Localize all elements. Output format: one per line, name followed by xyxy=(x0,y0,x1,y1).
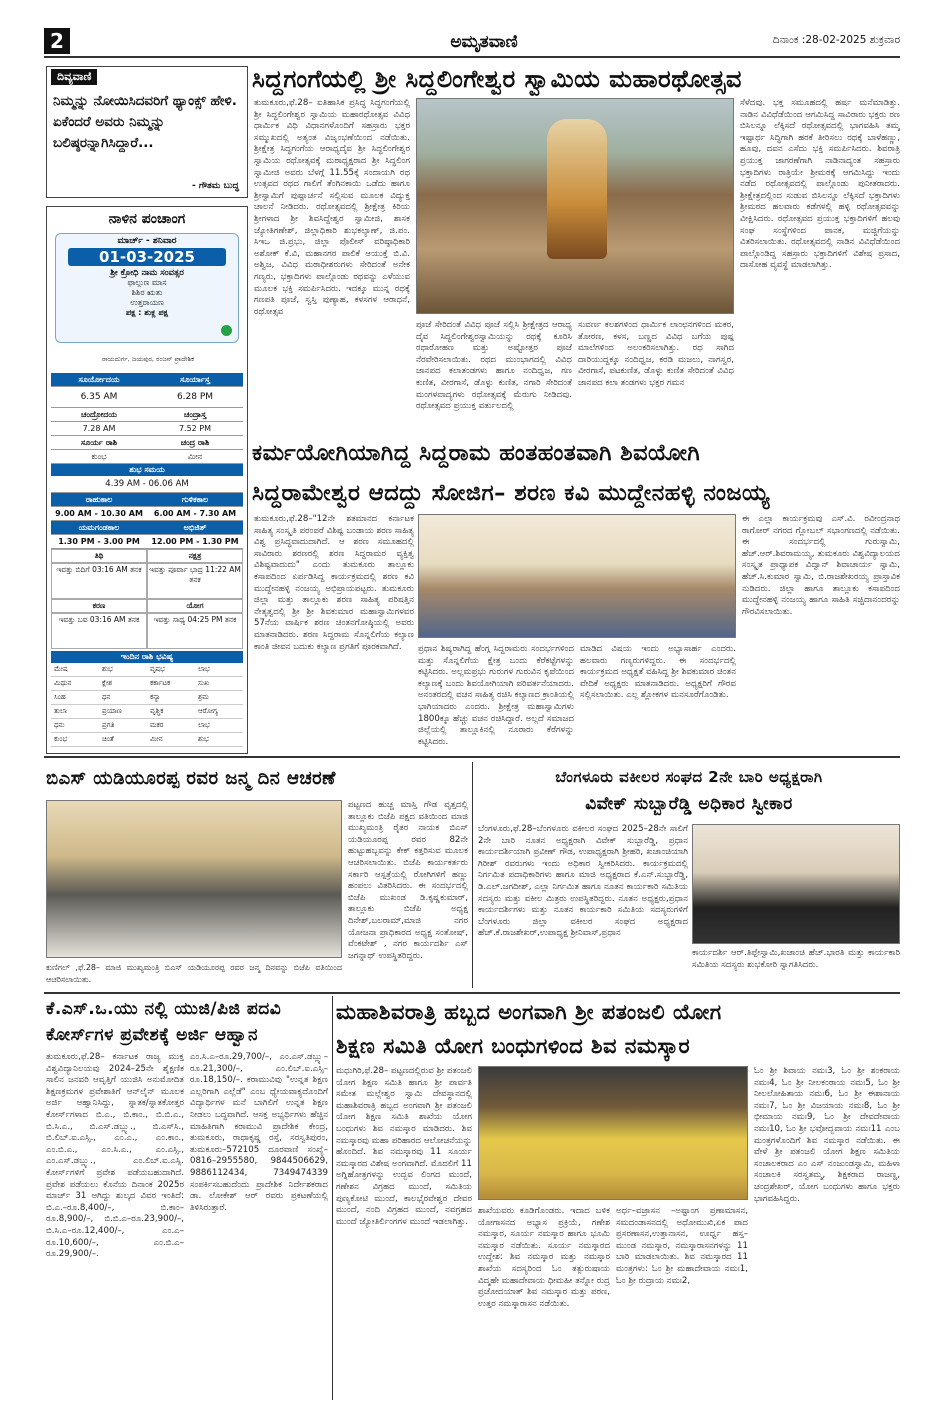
rahu-label: ರಾಹುಕಾಲ xyxy=(51,493,147,506)
article4-headline-1: ಬೆಂಗಳೂರು ವಕೀಲರ ಸಂಘದ 2ನೇ ಬಾರಿ ಅಧ್ಯಕ್ಷರಾಗಿ xyxy=(555,768,823,786)
article6-col3: ಅರ್ಧ–ವಜ್ರಾಸನ –ಅಷ್ಟಾಂಗ ಪ್ರಣಾಮಾಸನ, ಸಮದಂಡಾಸನದಲ್ಲಿ ಅಧೋಮುಖಿ,ಏಕ ಪಾದ ಪ್ರಸರಣಾಸನ,ಉತ್ತಾನಾಸನ, ಊರ್ಧ್ವ ಹಸ್ತ–ಮುಂಡ ನಮಸ್ಕಾರ, ನಮಸ್ಕಾರಾಸನಗಳನ್ನು 11 ಬಾರಿ ಮಾಡಲಾಯಿತು. ಶಿವ ನಮಸ್ಕಾರದ 11 ಮಂತ್ರಗಳು: ಓಂ ಶ್ರೀ ಮಹಾದೇವಾಯ ನಮಃ1, ಓಂ ಶ್ರೀ ರುದ್ರಾಯ ನಮಃ2, xyxy=(616,1206,748,1286)
moonrise-label: ಚಂದ್ರೋದಯ xyxy=(81,410,117,419)
moonrise-value: 7.28 AM xyxy=(82,424,116,433)
article1-col1: ತುಮಕೂರು,ಫೆ.28– ಐತಿಹಾಸಿಕ ಪ್ರಸಿದ್ಧ ಸಿದ್ಧಗಂಗೆಯಲ್ಲಿ ಶ್ರೀ ಸಿದ್ಧಲಿಂಗೇಶ್ವರ ಸ್ವಾಮಿಯ ಮಹಾರಥೋತ್ಸವ ವಿವಿಧ ಧಾರ್ಮಿಕ ವಿಧಿ ವಿಧಾನಗಳೊಂದಿಗೆ ಸಹಸ್ರಾರು ಭಕ್ತರ ಸಮ್ಮುಖದಲ್ಲಿ ಅತ್ಯಂತ ವಿಜೃಂಭಣೆಯಿಂದ ನಡೆಯಿತು. ಶ್ರೀಕ್ಷೇತ್ರ ಸಿದ್ಧಗಂಗೆಯ ಆರಾಧ್ಯದೈವ ಶ್ರೀ ಸಿದ್ಧಲಿಂಗೇಶ್ವರ ಸ್ವಾಮಿಯ ರಥೋತ್ಸವಕ್ಕೆ ಮಠಾಧ್ಯಕ್ಷರಾದ ಶ್ರೀ ಸಿದ್ಧಲಿಂಗ ಸ್ವಾಮೀಜಿ ಅವರು ಬೆಳಗ್ಗೆ 11.55ಕ್ಕೆ ಸಂದಾಯಗಿ ರಥ ಉತ್ಸವದ ರಥದ ಗಾಲಿಗೆ ತೆಂಗಿನಕಾಯಿ ಒಡೆದು ಹಾಗೂ ಶ್ರೀಸ್ವಾಮಿಗೆ ಪುಷ್ಪಾರ್ಚನೆ ಸಲ್ಲಿಸುವ ಮೂಲಕ ವಿದ್ಯುಕ್ತ ಚಾಲನೆ ನೀಡಿದರು. ರಥೋತ್ಸವದಲ್ಲಿ ಶ್ರೀಕ್ಷೇತ್ರ ಕಿರಿಯ ಶ್ರೀಗಳಾದ ಶ್ರೀ ಶಿವಸಿದ್ದೇಶ್ವರ ಸ್ವಾಮೀಜಿ, ಶಾಸಕ ಜ್ಯೋತಿಗಣೇಶ್, ಜಿಲ್ಲಾಧಿಕಾರಿ ಶುಭಕಲ್ಯಾಣ್, ಜಿ.ಪಂ. ಸಿಇಒ ಜಿ.ಪ್ರಭು, ಜಿಲ್ಲಾ ಪೊಲೀಸ್ ವರಿಷ್ಠಾಧಿಕಾರಿ ಅಶೋಕ್ ಕೆ.ವಿ, ಮಹಾನಗರ ಪಾಲಿಕೆ ಆಯುಕ್ತೆ ಬಿ.ವಿ. ಅಶ್ವಿಜ, ವಿವಿಧ ಮಠಾಧೀಶರುಗಳು ಸೇರಿದಂತೆ ಅನೇಕ ಗಣ್ಯರು, ಭಕ್ತಾದಿಗಳು ಪಾಲ್ಗೊಂಡು ರಥವನ್ನು ಎಳೆಯುವ ಮೂಲಕ ಭಕ್ತಿ ಸಮರ್ಪಿಸಿದರು. ಇದಕ್ಕೂ ಮುನ್ನ ರಥಕ್ಕೆ ಗಣಪತಿ ಪೂಜೆ, ಸ್ವಸ್ತಿ ಪುಣ್ಯಾಹ, ಕಳಸಗಳ ಆರಾಧನೆ, ರಥೋತ್ಸವ xyxy=(254,98,410,317)
article5-col1: ತುಮಕೂರು,ಫೆ.28– ಕರ್ನಾಟಕ ರಾಜ್ಯ ಮುಕ್ತ ವಿಶ್ವವಿದ್ಯಾನಿಲಯವು 2024–25ನೇ ಶೈಕ್ಷಣಿಕ ಸಾಲಿನ ಜನವರಿ ಆವೃತ್ತಿಗೆ ಯುಜಿಸಿ ಅನುಮೋದಿತ ಶಿಕ್ಷಣಕ್ರಮಗಳ ಪ್ರವೇಶಾತಿಗೆ ಆನ್‌ಲೈನ್ ಮೂಲಕ ಅರ್ಜಿ ಆಹ್ವಾನಿಸಿದ್ದು, ಸ್ನಾತಕ/ಸ್ನಾತಕೋತ್ತರ ಕೋರ್ಸ್‌ಗಳಾದ ಬಿ.ಎ., ಬಿ.ಕಾಂ., ಬಿ.ಬಿ.ಎ., ಬಿ.ಸಿ.ಎ., ಬಿ.ಎಸ್.ಡಬ್ಲ್ಯು., ಬಿ.ಎಸ್‌ಸಿ., ಬಿ.ಲಿಬ್.ಐ.ಎಸ್ಸಿ., ಎಂ.ಎ., ಎಂ.ಕಾಂ., ಎಂ.ಬಿ.ಎ., ಎಂ.ಸಿ.ಎ., ಎಂ.ಎಸ್ಸಿ., ಎಂ.ಎಸ್.ಡಬ್ಲ್ಯು., ಎಂ.ಲಿಬ್.ಐ.ಎಸ್ಸಿ. ಕೋರ್ಸ್‌ಗಳಿಗೆ ಪ್ರವೇಶ ಪಡೆಯಬಹುದಾಗಿದೆ. ಪ್ರವೇಶ ಪಡೆಯಲು ಕೊನೆಯ ದಿನಾಂಕ 2025ರ ಮಾರ್ಚ್ 31 ಆಗಿದ್ದು ಶುಲ್ಕದ ವಿವರ ಇಂತಿದೆ: ಬಿ.ಎ.–ರೂ.8,400/–, ಬಿ.ಕಾಂ–ರೂ.8,900/–, ಬಿ.ಬಿ.ಎ–ರೂ.23,900/–, ಬಿ.ಸಿ.ಎ–ರೂ.12,400/–, ಎಂ.ಎ–ರೂ.10,600/–, ಎಂ.ಬಿ.ಎ–ರೂ.29,900/–. xyxy=(46,1052,184,1260)
rashi-name: ಸಿಂಹ xyxy=(51,691,99,705)
article4-body: ಬೆಂಗಳೂರು,ಫೆ.28–ಬೆಂಗಳೂರು ವಕೀಲರ ಸಂಘದ 2025–28ನೇ ಸಾಲಿಗೆ 2ನೇ ಬಾರಿ ನೂತನ ಅಧ್ಯಕ್ಷರಾಗಿ ವಿವೇಕ್ ಸುಬ್ಬಾರೆಡ್ಡಿ, ಪ್ರಧಾನ ಕಾರ್ಯದರ್ಶಿಯಾಗಿ ಪ್ರವೀಣ್ ಗೌಡ, ಉಪಾಧ್ಯಕ್ಷರಾಗಿ ಶ್ರೀಹರಿ, ಖಜಾಂಚಿಯಾಗಿ ಗಿರೀಶ್ ರವರುಗಳು ಇಂದು ಅಧಿಕಾರ ಸ್ವೀಕರಿಸಿದರು. ಕಾರ್ಯಕ್ರಮದಲ್ಲಿ ನಿರ್ಗಮಿತ ಪದಾಧಿಕಾರಿಗಳು ಹಾಗೂ ಮಾಜಿ ಅಧ್ಯಕ್ಷರಾದ ಕೆ.ಎನ್.ಸುಬ್ಬಾರೆಡ್ಡಿ, ಡಿ.ಎಲ್.ಜಗದೀಶ್, ಎಲ್ಲಾ ನಿರ್ಗಮಿತ ಹಾಗೂ ನೂತನ ಕಾರ್ಯಕಾರಿ ಸಮಿತಿಯ ಸದಸ್ಯರು ಮತ್ತು ವಕೀಲ ಮಿತ್ರರು ಉಪಸ್ಥಿತರಿದ್ದರು. ನೂತನ ಅಧ್ಯಕ್ಷರು,ಪ್ರಧಾನ ಕಾರ್ಯದರ್ಶಿಗಳು ಮತ್ತು ನೂತನ ಕಾರ್ಯಕಾರಿ ಸಮಿತಿಯ ಸದಸ್ಯರುಗಳಿಗೆ ಬೆಂಗಳೂರು ಜಿಲ್ಲಾ ವಕೀಲರ ಸಂಘದ ಅಧ್ಯಕ್ಷರಾದ ಹೆಚ್.ಕೆ.ರಾಜಶೇಖರ್,ಉಪಾಧ್ಯಕ್ಷ ಶ್ರೀನಿವಾಸ್,ಪ್ರಧಾನ xyxy=(478,824,688,939)
header-rule xyxy=(44,56,900,58)
rashi-name: ಮೀನ xyxy=(147,733,195,747)
ritu: ಶಿಶಿರ ಋತು xyxy=(131,288,163,297)
rashi-prediction: ಶುಭ xyxy=(99,663,147,677)
yoga-value: ಇವತ್ತು ಸಾಧ್ಯ 04:25 PM ತನಕ xyxy=(147,613,243,649)
rashi-name: ಮೇಷ xyxy=(51,663,99,677)
rashi-prediction: ಲಾಭ xyxy=(195,719,243,733)
article6-headline-1: ಮಹಾಶಿವರಾತ್ರಿ ಹಬ್ಬದ ಅಂಗವಾಗಿ ಶ್ರೀ ಪತಂಜಲಿ ಯೋಗ xyxy=(336,1000,722,1024)
sunset-label: ಸೂರ್ಯಾಸ್ತ xyxy=(147,373,243,386)
rashi-prediction: ಶ್ರಮ xyxy=(195,691,243,705)
chandra-rashi-label: ಚಂದ್ರ ರಾಶಿ xyxy=(180,438,210,447)
article2-col3: ಮಾಡಿದ ವಿಷಯ ಇಂದು ಅಭ್ಯಾಸಾರ್ಹ ಎಂದರು. ಹಲವಾರು ಗಣ್ಯರುಗಳಿದ್ದರು. ಈ ಸಂದರ್ಭದಲ್ಲಿ ಕಾರ್ಯಕ್ರಮದ ಅಧ್ಯಕ್ಷತೆ ವಹಿಸಿದ್ದ ಶ್ರೀ ಶಿವಕುಮಾರ ಚಿಂತನ ವೇದಿಕೆ ಅಧ್ಯಕ್ಷರು ಮಾತನಾಡಿದರು. ಅಧ್ಯಕ್ಷರಿಗೆ ಗೌರವ ಸಲ್ಲಿಸಲಾಯಿತು. ಎಲ್ಲ ಶ್ಲೋಕಗಳ ಮನಸೂರೆಗೊಂಡಿತು. xyxy=(580,644,736,701)
section-rule-1 xyxy=(44,756,900,758)
rashi-name: ಧನು xyxy=(51,719,99,733)
rashi-name: ಕನ್ಯಾ xyxy=(147,691,195,705)
rashi-prediction: ಧನ xyxy=(99,691,147,705)
samvatsara: ಶ್ರೀ ಕ್ರೋಧಿ ನಾಮ ಸಂವತ್ಸರ xyxy=(110,268,184,278)
rashi-name: ವೃಶ್ಚಿಕ xyxy=(147,705,195,719)
article3-headline: ಬಿಎಸ್ ಯಡಿಯೂರಪ್ಪ ರವರ ಜನ್ಮ ದಿನ ಆಚರಣೆ xyxy=(46,768,336,789)
rashi-name: ವೃಷಭ xyxy=(147,663,195,677)
guli-value: 6.00 AM - 7.30 AM xyxy=(153,509,237,518)
panchanga-card xyxy=(55,233,239,343)
moonset-value: 7.52 PM xyxy=(178,424,212,433)
rashi-grid xyxy=(51,663,243,747)
place-line: ರಾಯದುರ್ಗ, ಜಯಪುರ, ರಂಜನ್ ಪ್ರಾದೇಶಿಕ xyxy=(101,355,195,363)
article4-headline-2: ವಿವೇಕ್ ಸುಬ್ಬಾರೆಡ್ಡಿ ಅಧಿಕಾರ ಸ್ವೀಕಾರ xyxy=(585,794,793,814)
guli-label: ಗುಳಿಕಕಾಲ xyxy=(147,493,243,506)
article5-col2: ಎಂ.ಸಿ.ಎ–ರೂ.29,700/–, ಎಂ.ಎಸ್.ಡಬ್ಲ್ಯು–ರೂ.21,300/–, ಎಂ.ಲಿಬ್.ಐ.ಎಸ್ಸಿ–ರೂ.18,150/–. ಕರಾಮುವಿವು "ಉನ್ನತ ಶಿಕ್ಷಣ ಎಲ್ಲರಿಗಾಗಿ ಎಲ್ಲೆಡೆ" ಎಂಬ ಧ್ಯೇಯವಾಕ್ಯದೊಂದಿಗೆ ವಿದ್ಯಾರ್ಥಿಗಳ ಮನೆ ಬಾಗಿಲಿಗೆ ಉನ್ನತ ಶಿಕ್ಷಣ ನೀಡಲು ಬದ್ಧವಾಗಿದೆ. ಆಸಕ್ತ ಅಭ್ಯರ್ಥಿಗಳು ಹೆಚ್ಚಿನ ಮಾಹಿತಿಗಾಗಿ ಕರಾಮುವಿ ಪ್ರಾದೇಶಿಕ ಕೇಂದ್ರ, ತುಮಕೂರು, ರಾಧಾಕೃಷ್ಣ ರಸ್ತೆ, ಸರಸ್ವತಿಪುರಂ, ತುಮಕೂರು–572105 ದೂರವಾಣಿ ಸಂಖ್ಯೆ– 0816–2955580, 9844506629, 9886112434, 7349474339 ಸಂಪರ್ಕಿಸಬಹುದೆಂದು ಪ್ರಾದೇಶಿಕ ನಿರ್ದೇಶಕರಾದ ಡಾ. ಲೋಕೇಶ್ ಆರ್ ರವರು ಪ್ರಕಟಣೆಯಲ್ಲಿ ತಿಳಿಸಿರುತ್ತಾರೆ. xyxy=(190,1052,328,1213)
article3-caption: ಕುಣಿಗಲ್ ,ಫೆ.28– ಮಾಜಿ ಮುಖ್ಯಮಂತ್ರಿ ಬಿಎಸ್ ಯಡಿಯೂರಪ್ಪ ರವರ ಜನ್ಮ ದಿನವನ್ನು ಬಿಜೆಪಿ ವತಿಯಿಂದ ಆಚರಿಸಲಾಯಿತು. xyxy=(46,963,342,984)
article4-caption: ಕಾರ್ಯದರ್ಶಿ ಆರ್.ತಿಪ್ಪೇಸ್ವಾಮಿ,ಖಜಾಂಚಿ ಹೆಚ್.ಭಾರತಿ ಮತ್ತು ಕಾರ್ಯಕಾರಿ ಸಮಿತಿಯ ಸದಸ್ಯರು ಶುಭಕೋರಿ ಸ್ವಾಗತಿಸಿದರು. xyxy=(692,948,900,970)
article3-body: ಪಟ್ಟಣದ ಹುಚ್ಚ ಮಾಸ್ತಿ ಗೌಡ ವೃತ್ತದಲ್ಲಿ ತಾಲ್ಲೂಕು ಬಿಜೆಪಿ ಪಕ್ಷದ ವತಿಯಿಂದ ಮಾಜಿ ಮುಖ್ಯಮಂತ್ರಿ ರೈತರ ನಾಯಕ ಬಿಎಸ್ ಯಡಿಯೂರಪ್ಪ ರವರ 82ನೇ ಹುಟ್ಟುಹಬ್ಬವನ್ನು ಕೇಕ್ ಕತ್ತರಿಸುವ ಮೂಲಕ ಆಚರಿಸಲಾಯಿತು. ಬಿಜೆಪಿ ಕಾರ್ಯಕರ್ತರು ಸರ್ಕಾರಿ ಆಸ್ಪತ್ರೆಯಲ್ಲಿ ರೋಗಿಗಳಿಗೆ ಹಣ್ಣು ಹಂಪಲು ವಿತರಿಸಿದರು. ಈ ಸಂದರ್ಭದಲ್ಲಿ ಬಿಜೆಪಿ ಮುಖಂಡ ಡಿ.ಕೃಷ್ಣಕುಮಾರ್, ತಾಲ್ಲೂಕು ಬಿಜೆಪಿ ಅಧ್ಯಕ್ಷ ದಿನೇಶ್,ಬಲರಾಮ್,ಮಾಜಿ ನಗರ ಯೋಜನಾ ಪ್ರಾಧಿಕಾರದ ಅಧ್ಯಕ್ಷ ಸಂತೋಷ್, ವೆಂಕಟೇಶ್ , ನಗರ ಕಾರ್ಯದರ್ಶಿ ಎಸ್ ಜಗನ್ನಾಥ್ ಉಪಸ್ಥಿತರಿದ್ದರು. xyxy=(348,800,468,961)
rashi-prediction: ಕ್ಲೇಶ xyxy=(99,677,147,691)
rashi-prediction: ಪ್ರಗತಿ xyxy=(99,719,147,733)
surya-rashi: ಕುಂಭ xyxy=(91,452,107,461)
article5-headline-2: ಕೋರ್ಸ್‌ಗಳ ಪ್ರವೇಶಕ್ಕೆ ಅರ್ಜಿ ಆಹ್ವಾನ xyxy=(46,1025,258,1045)
panchanga-date: 01-03-2025 xyxy=(68,248,226,266)
sunrise-value: 6.35 AM xyxy=(80,392,118,402)
photo-shiva-namaskara xyxy=(478,1066,748,1200)
rashi-prediction: ಆರೋಗ್ಯ xyxy=(195,705,243,719)
article1-col4: ಸೆಳೆದವು. ಭಕ್ತ ಸಮೂಹದಲ್ಲಿ ಹರ್ಷ ಮನೆಮಾಡಿತ್ತು. ನಾಡಿನ ವಿವಿಧೆಡೆಯಿಂದ ಆಗಮಿಸಿದ್ದ ಸಾವಿರಾರು ಭಕ್ತರು ರಣ ಬಿಸಿಲನ್ನೂ ಲೆಕ್ಕಿಸದೆ ರಥೋತ್ಸವದಲ್ಲಿ ಭಾಗವಹಿಸಿ ತಮ್ಮ ಇಷ್ಟಾರ್ಥ ಸಿದ್ಧಿಗಾಗಿ ಹರಕೆ ತೀರಿಸಲು ರಥಕ್ಕೆ ಬಾಳೆಹಣ್ಣು, ಹೂವು, ದವನ ಎಸೆದು ಭಕ್ತಿ ಸಮರ್ಪಿಸಿದರು. ಶಿವರಾತ್ರಿ ಪ್ರಯುಕ್ತ ಜಾಗರಣೆಗಾಗಿ ನಾಡಿನಾದ್ಯಂತ ಸಹಸ್ರಾರು ಭಕ್ತಾದಿಗಳು ರಾತ್ರಿಯೇ ಶ್ರೀಮಠಕ್ಕೆ ಆಗಮಿಸಿದ್ದು ಇಂದು ನಡೆದ ರಥೋತ್ಸವದಲ್ಲಿ ಪಾಲ್ಗೊಂಡು ಪುನೀತರಾದರು. ಶ್ರೀಕ್ಷೇತ್ರದಲ್ಲಿಂದ ಸುಡುವ ಬಿಸಿಲನ್ನೂ ಲೆಕ್ಕಿಸದೆ ಭಕ್ತಾದಿಗಳು ಶ್ರೀಮಠದ ಹಲವಾರು ಕಡೆಗಳಲ್ಲಿ ಹಳ್ಳಿ ರಥೋತ್ಸವವನ್ನು ವೀಕ್ಷಿಸಿದರು. ರಥೋತ್ಸವದ ಪ್ರಯುಕ್ತ ಭಕ್ತಾದಿಗಳಿಗೆ ಹಲವು ಸಂಘ ಸಂಸ್ಥೆಗಳಿಂದ ಪಾನಕ, ಮಜ್ಜಿಗೆಯನ್ನು ವಿತರಿಸಲಾಯಿತು. ರಥೋತ್ಸವದಲ್ಲಿ ನಾಡಿನ ವಿವಿಧೆಡೆಯಿಂದ ಪಾಲ್ಗೊಂಡಿದ್ದ ಸಹಸ್ರಾರು ಭಕ್ತಾದಿಗಳಿಗೆ ವಿಶೇಷ ಪ್ರಸಾದ, ದಾಸೋಹ ವ್ಯವಸ್ಥೆ ಮಾಡಲಾಗಿತ್ತು. xyxy=(740,98,900,271)
article6-headline-2: ಶಿಕ್ಷಣ ಸಮಿತಿ ಯೋಗ ಬಂಧುಗಳಿಂದ ಶಿವ ನಮಸ್ಕಾರ xyxy=(336,1034,691,1058)
yama-label: ಯಮಗಂಡಕಾಲ xyxy=(51,521,147,534)
rashi-name: ಮಕರ xyxy=(147,719,195,733)
article2-col2: ಪ್ರಧಾನ ಶಿಷ್ಯರಾಗಿದ್ದ ಹೆಂಗ್ಗ ಸಿದ್ದರಾಮರು ಸಂದರ್ಭಗಳಿಂದ ಮತ್ತು ಸೊನ್ನಲಿಗೆಯ ಕ್ಷೇತ್ರ ಬಂದು ಕೆರೆಕಟ್ಟೆಗಳನ್ನು ಕಟ್ಟಿಸಿದರು. ಅಲ್ಲಮಪ್ರಭು ಗುರುಗಳ ಗುರುವಿನ ಕೃಪೆಯಿಂದ ಕಲ್ಯಾಣಕ್ಕೆ ಬಂದು ಶಿವಯೋಗಿಯಾಗಿ ಪರಿವರ್ತನೆಯಾದರು. ಅನಂತರದಲ್ಲಿ ವಚನ ಸಾಹಿತ್ಯ ರಚಿಸಿ ಕಲ್ಯಾಣದ ಕ್ರಾಂತಿಯಲ್ಲಿ ಭಾಗಿಯಾದರು ಎಂದರು. ಶ್ರೀಕ್ಷೇತ್ರ ಮಹಾಸ್ವಾಮಿಗಳು 1800ಕ್ಕೂ ಹೆಚ್ಚು ವಚನ ರಚಿಸಿದ್ದಾರೆ. ಅಲ್ಲದೆ ಸಮಾಜದ ಜಿಲ್ಲೆಯಲ್ಲಿ ತಾಲ್ಲೂಕಿನಲ್ಲಿ ನೂರಾರು ಕೆರೆಗಳನ್ನು ಕಟ್ಟಿಸಿದರು. xyxy=(418,644,574,747)
photo-rathotsava xyxy=(416,98,734,314)
rashi-prediction: ಶುಭ xyxy=(195,733,243,747)
article6-col1: ಮಧುಗಿರಿ,ಫೆ.28– ಪಟ್ಟಣದಲ್ಲಿರುವ ಶ್ರೀ ಪತಂಜಲಿ ಯೋಗ ಶಿಕ್ಷಣ ಸಮಿತಿ ಹಾಗೂ ಶ್ರೀ ಪಾರ್ವತಿ ಸಮೇತ ಮಲ್ಲೇಶ್ವರ ಸ್ವಾಮಿ ದೇವಸ್ಥಾನದಲ್ಲಿ ಮಹಾಶಿವರಾತ್ರಿ ಹಬ್ಬದ ಅಂಗವಾಗಿ ಶ್ರೀ ಪತಂಜಲಿ ಯೋಗ ಶಿಕ್ಷಣ ಸಮಿತಿ ಶಾಖೆಯ ಯೋಗ ಬಂಧುಗಳು ಶಿವ ನಮಸ್ಕಾರ ಮಾಡಿದರು. ಶಿವ ನಮಸ್ಕಾರವು ಮಹಾ ಪರಿಹಾರದ ಆಲೋಚನೆಯನ್ನು ಹೊಂದಿದೆ. ಶಿವ ನಮಸ್ಕಾರವು 11 ಸೂರ್ಯ ನಮಸ್ಕಾರದ ವಿಶೇಷ ಅಂಗವಾಗಿದೆ. ಮೊದಲಿಗೆ 11 ಅಗ್ನಿಹೋತ್ರಗಳನ್ನು ಉದ್ಭವ ಲಿಂಗದ ಮುಂದೆ, ಗಣೇಶನ ವಿಗ್ರಹದ ಮುಂದೆ, ಸಮಿತಿಯ ಪುಣ್ಯಕೋಟಿ ಮುಂದೆ, ಕಾಲಭೈರವೇಶ್ವರ ದೇವರ ಮುಂದೆ, ನಂದಿ ವಿಗ್ರಹದ ಮುಂದೆ, ನವಗ್ರಹದ ಮುಂದೆ ಜ್ಯೋತಿರ್ಲಿಂಗಗಳ ಮುಂದೆ ಇಡಲಾಗಿತ್ತು. xyxy=(336,1066,472,1227)
abhijit-label: ಅಭಿಜಿತ್ xyxy=(147,521,243,534)
page-number: 2 xyxy=(44,28,70,54)
masthead: ಅಮೃತವಾಣಿ xyxy=(450,32,518,52)
whatsapp-icon xyxy=(221,325,232,336)
rashi-name: ಮಿಥುನ xyxy=(51,677,99,691)
rashi-prediction: ಸುಖ xyxy=(195,677,243,691)
karana-value: ಇವತ್ತು ಬವ 03:16 AM ತನಕ xyxy=(51,613,147,649)
nakshatra-value: ಇವತ್ತು ಪೂರ್ವಾ ಭಾದ್ರ 11:22 AM ತನಕ xyxy=(147,563,243,599)
photo-sharana-gathering xyxy=(418,514,736,638)
nakshatra-label: ನಕ್ಷತ್ರ xyxy=(147,549,243,563)
article1-headline: ಸಿದ್ದಗಂಗೆಯಲ್ಲಿ ಶ್ರೀ ಸಿದ್ದಲಿಂಗೇಶ್ವರ ಸ್ವಾಮಿಯ ಮಹಾರಥೋತ್ಸವ xyxy=(252,65,742,93)
article2-col1: ತುಮಕೂರು,ಫೆ.28–"12ನೇ ಶತಮಾನದ ಕರ್ನಾಟಕ ಸಾಹಿತ್ಯ ಸಂಸ್ಕೃತಿ ಪರಂಪರೆ ವಿಶಿಷ್ಟ ಬಂಡಾಯ ಶರಣ ಸಾಹಿತ್ಯ ವಿಶ್ವ ಪ್ರಸಿದ್ಧವಾದುದಾಗಿದೆ. ಆ ಶರಣ ಸಮೂಹದಲ್ಲಿ ಸಾವಿರಾರು ಶರಣರಲ್ಲಿ ಶರಣ ಸಿದ್ದರಾಮರ ವ್ಯಕ್ತಿತ್ವ ವಿಶಿಷ್ಟವಾದುದು" ಎಂದು ತುಮಕೂರು ತಾಲ್ಲೂಕು ಕಸಾಪದಿಂದ ಏರ್ಪಡಿಸಿದ್ದ ಕಾರ್ಯಕ್ರಮದಲ್ಲಿ ಶರಣ ಕವಿ ಮುದ್ದೇನಹಳ್ಳಿ ನಂಜಯ್ಯ ಅಭಿಪ್ರಾಯಪಟ್ಟರು. ತುಮಕೂರು ಜಿಲ್ಲಾ ಮತ್ತು ತಾಲ್ಲೂಕು ಶರಣ ಸಾಹಿತ್ಯ ಪರಿಷತ್ತಿನ ನೇತೃತ್ವದಲ್ಲಿ ಶ್ರೀ ಶ್ರೀ ಶಿವಕುಮಾರ ಮಹಾಸ್ವಾಮಿಗಳವರ 57ನೆಯ ವಾರ್ಷಿಕ ಶರಣ ಚಿಂತನಗೋಷ್ಠಿಯಲ್ಲಿ ಅವರು ಮಾತನಾಡಿದರು. ಶರಣ ಸಿದ್ದರಾಮ ಸೊನ್ನಲಿಗೆಯ ಕಲ್ಯಾಣ ಕಾಂತಿ ಜೀವನ ಬದುಕು ಕಲ್ಯಾಣ ಪ್ರಗತಿಗೆ ಪೂರಕವಾಗಿದೆ. xyxy=(254,514,414,652)
surya-rashi-label: ಸೂರ್ಯ ರಾಶಿ xyxy=(80,438,118,447)
sunrise-label: ಸೂರ್ಯೋದಯ xyxy=(51,373,147,386)
article1-col3: ಸುವರ್ಣ ಕಲಶಗಳಿಂದ ಧಾರ್ಮಿಕ ಲಾಂಛನಗಳಿಂದ ಮಕರ, ತೋರಣ, ಕಳಸ, ಬಣ್ಣದ ವಿವಿಧ ಬಗೆಯ ಪುಷ್ಪ ಮಾಲೆಗಳಿಂದ ಅಲಂಕರಿಸಲಾಗಿತ್ತು. ರಥ ಸಾಗಿದ ದಾರಿಯುದ್ದಕ್ಕೂ ನಂದಿಧ್ವಜ, ಕರಡಿ ಮಜಲು, ನಾಗಸ್ವರ, ವೀರಗಾಸೆ, ಪಟಕುಣಿತ, ಡೊಳ್ಳು ಕುಣಿತ ಸೇರಿದಂತೆ ವಿವಿಧ ಜಾನಪದ ಕಲಾ ತಂಡಗಳು ಭಕ್ತರ ಗಮನ xyxy=(578,320,734,388)
tithi-value: ಇವತ್ತು ಬಿದಿಗೆ 03:16 AM ತನಕ xyxy=(51,563,147,599)
rahu-value: 9.00 AM - 10.30 AM xyxy=(55,509,143,518)
article5-headline-1: ಕೆ.ಎಸ್.ಒ.ಯು ನಲ್ಲಿ ಯುಜಿ/ಪಿಜಿ ಪದವಿ xyxy=(46,999,282,1019)
rashi-name: ಕರ್ಕಾಟಕ xyxy=(147,677,195,691)
abhijit-value: 12.00 PM - 1.30 PM xyxy=(151,537,239,546)
article6-col4: ಓಂ ಶ್ರೀ ಶಿವಾಯ ನಮಃ3, ಓಂ ಶ್ರೀ ಶಂಕರಾಯ ನಮಃ4, ಓಂ ಶ್ರೀ ನೀಲಕಂಠಾಯ ನಮಃ5, ಓಂ ಶ್ರೀ ನೀಲಲೋಹಿತಾಯ ನಮಃ6, ಓಂ ಶ್ರೀ ಈಶಾನಾಯ ನಮಃ7, ಓಂ ಶ್ರೀ ವಿಜಯಾಯ ನಮಃ8, ಓಂ ಶ್ರೀ ಭೀಮಾಯ ನಮಃ9, ಓಂ ಶ್ರೀ ದೇವದೇವಾಯ ನಮಃ10, ಓಂ ಶ್ರೀ ಭವೋದ್ಭವಾಯ ನಮಃ11 ಎಂಬ ಮಂತ್ರಗಳೊಂದಿಗೆ ಶಿವ ನಮಸ್ಕಾರ ನಡೆಯಿತು. ಈ ವೇಳೆ ಶ್ರೀ ಪತಂಜಲಿ ಯೋಗ ಶಿಕ್ಷಣ ಸಮಿತಿಯ ಸಂಚಾಲಕರಾದ ಎಂ ಎಸ್ ನಂಜುಂಡಸ್ವಾಮಿ, ಮಹಿಳಾ ಸಂಚಾಲಕಿ ಸರಸ್ವತಮ್ಮ, ಶಿಕ್ಷಕರಾದ ರಾಜಣ್ಣ, ಚಂದ್ರಶೇಖರ್, ಯೋಗ ಬಂಧುಗಳು ಹಾಗೂ ಭಕ್ತರು ಭಾಗವಹಿಸಿದ್ದರು. xyxy=(754,1066,900,1204)
shubha-label: ಶುಭ ಸಮಯ xyxy=(51,464,243,476)
section-rule-2 xyxy=(44,992,900,994)
rashi-prediction: ಲಾಭ xyxy=(195,663,243,677)
chandra-rashi: ಮೀನ xyxy=(187,452,203,461)
yoga-label: ಯೋಗ xyxy=(147,599,243,613)
rashi-name: ತುಲಾ xyxy=(51,705,99,719)
rashi-prediction: ಚಿಂತೆ xyxy=(99,733,147,747)
photo-yediyurappa-birthday xyxy=(46,800,342,958)
sun-times xyxy=(51,373,243,747)
article2-col4: ಈ ಎಲ್ಲಾ ಕಾರ್ಯಕ್ರಮವು ಎಸ್.ವಿ. ರವೀಂದ್ರನಾಥ ಠಾಗೋರ್ ನಗರದ ಗ್ಲೋಬಲ್ ಸಭಾಂಗಣದಲ್ಲಿ ನಡೆಯಿತು. ಈ ಸಂದರ್ಭದಲ್ಲಿ ಗುರುಸ್ವಾಮಿ, ಹೆಚ್.ಆರ್.ಶಿವರಾಮಯ್ಯ, ತುಮಕೂರು ವಿಶ್ವವಿದ್ಯಾಲಯದ ಸಂಸ್ಕೃತ ಪ್ರಾಧ್ಯಾಪಕ ವಿದ್ವಾನ್ ಶಿವಾಚಾರ್ಯ ಸ್ವಾಮಿ, ಹೆಚ್.ಸಿ.ಕುಮಾರ ಸ್ವಾಮಿ, ಬಿ.ರಾಜಶೇಖರಯ್ಯ ಪ್ರಾಸ್ತಾವಿಕ ನುಡಿದರು. ಜಿಲ್ಲಾ ಹಾಗೂ ತಾಲ್ಲೂಕು ಕಸಾಪದಿಂದ ಮುದ್ದೇನಹಳ್ಳಿ ನಂಜಯ್ಯ ಹಾಗೂ ಸಾಹಿತಿ ಸಚ್ಚಿದಾನಂದರನ್ನು ಗೌರವಿಸಲಾಯಿತು. xyxy=(742,514,900,617)
panchanga-title: ನಾಳಿನ ಪಂಚಾಂಗ xyxy=(108,211,186,227)
quote-box xyxy=(46,66,248,198)
masa: ಫಾಲ್ಗುಣ ಮಾಸ xyxy=(127,278,167,287)
karana-label: ಕರಣ xyxy=(51,599,147,613)
vertical-rule-1 xyxy=(472,762,473,988)
vertical-rule-2 xyxy=(332,996,333,1400)
sunset-value: 6.28 PM xyxy=(176,392,214,402)
tithi-label: ತಿಥಿ xyxy=(51,549,147,563)
ayana: ಉತ್ತರಾಯಣ xyxy=(130,298,164,307)
tithi-grid xyxy=(51,549,243,649)
date-line: ದಿನಾಂಕ :28-02-2025 ಶುಕ್ರವಾರ xyxy=(772,34,900,46)
article1-col2: ಪೂಜೆ ಸೇರಿದಂತೆ ವಿವಿಧ ಪೂಜೆ ಸಲ್ಲಿಸಿ ಶ್ರೀಕ್ಷೇತ್ರದ ಆರಾಧ್ಯ ದೈವ ಸಿದ್ಧಲಿಂಗೇಶ್ವರಸ್ವಾಮಿಯನ್ನು ರಥಕ್ಕೆ ಕೂರಿಸಿ ರಥಾರೋಹಣ ಮತ್ತು ಅಷ್ಟೋತ್ತರ ಪೂಜೆ ನೆರವೇರಿಸಲಾಯಿತು. ರಥದ ಮುಂಭಾಗದಲ್ಲಿ ವಿವಿಧ ಜಾನಪದ ಕಲಾತಂಡಗಳು ಹಾಗೂ ನಂದಿಧ್ವಜ, ಗಣ ಕುಣಿತ, ವೀರಗಾಸೆ, ಡೊಳ್ಳು ಕುಣಿತ, ನಗಾರಿ ಸೇರಿದಂತೆ ಮಂಗಳವಾದ್ಯಗಳು ರಥೋತ್ಸವಕ್ಕೆ ಮೆರುಗು ನೀಡಿದವು. ರಥೋತ್ಸವದ ಪ್ರಯುಕ್ತ ವರ್ತುಲದಲ್ಲಿ xyxy=(416,320,572,412)
moonset-label: ಚಂದ್ರಾಸ್ತ xyxy=(183,410,207,419)
article6-col2: ಶಾಖೆಯವರು ಕೂಡಿಗೊಂಡರು. ಇದಾದ ಬಳಿಕ ಯೋಗಾಸನದ ಅಭ್ಯಾಸ ಪ್ರಕ್ರಿಯೆ, ಗಣೇಶ ನಮಸ್ಕಾರ, ಸೂರ್ಯ ನಮಸ್ಕಾರ ಹಾಗೂ ಭೂಮಿ ನಮಸ್ಕಾರ ನಡೆಯಿತು. ಸೂರ್ಯ ನಮಸ್ಕಾರದ ಉದ್ದೇಶ: ಶಿವ ನಮಸ್ಕಾರ ಮತ್ತು ನಮಸ್ಕಾರ ಶಾಖೆಯ ಸದಸ್ಯರಿಂದ ಓಂ ತತ್ಪುರುಷಾಯ ವಿದ್ಮಹೇ ಮಹಾದೇವಾಯ ಧೀಮಹೀ ತನ್ನೋ ರುದ್ರ ಪ್ರಚೋದಯಾತ್ ಶಿವ ನಮಸ್ಕಾರ ಮತ್ತು ಪಠಣ, ಉತ್ತರ ನಮಸ್ಕಾರಾಸನ ನಡೆಯಿತು. xyxy=(478,1206,610,1309)
article2-headline-2: ಸಿದ್ದರಾಮೇಶ್ವರ ಆದದ್ದು ಸೋಜಿಗ– ಶರಣ ಕವಿ ಮುದ್ದೇನಹಳ್ಳಿ ನಂಜಯ್ಯ xyxy=(252,480,770,506)
yama-value: 1.30 PM - 3.00 PM xyxy=(58,537,140,546)
article2-headline-1: ಕರ್ಮಯೋಗಿಯಾಗಿದ್ದ ಸಿದ್ದರಾಮ ಹಂತಹಂತವಾಗಿ ಶಿವಯೋಗಿ xyxy=(252,436,900,470)
rashi-prediction: ಪ್ರಯಾಣ xyxy=(99,705,147,719)
page-header xyxy=(44,28,900,62)
month-day: ಮಾರ್ಚ್ - ಶನಿವಾರ xyxy=(117,236,177,246)
photo-advocates-association xyxy=(692,824,900,944)
rashi-title: ಇಂದಿನ ರಾಶಿ ಭವಿಷ್ಯ xyxy=(51,651,243,663)
quote-label: ದಿವ್ಯವಾಣಿ xyxy=(51,69,97,85)
panchanga-box xyxy=(46,206,248,754)
quote-author: - ಗೌತಮ ಬುದ್ಧ xyxy=(191,181,239,191)
paksha: ಪಕ್ಷ : ಶುಕ್ಲ ಪಕ್ಷ xyxy=(126,308,168,317)
shubha-value: 4.39 AM - 06.06 AM xyxy=(51,476,243,493)
quote-text: ನಿಮ್ಮನ್ನು ನೋಯಿಸಿದವರಿಗೆ ಥ್ಯಾಂಕ್ಸ್ ಹೇಳಿ. ಏಕೆಂದರೆ ಅವರು ನಿಮ್ಮನ್ನು ಬಲಿಷ್ಠರನ್ನಾಗಿಸಿದ್ದಾರೆ... xyxy=(53,93,237,151)
rashi-name: ಕುಂಭ xyxy=(51,733,99,747)
